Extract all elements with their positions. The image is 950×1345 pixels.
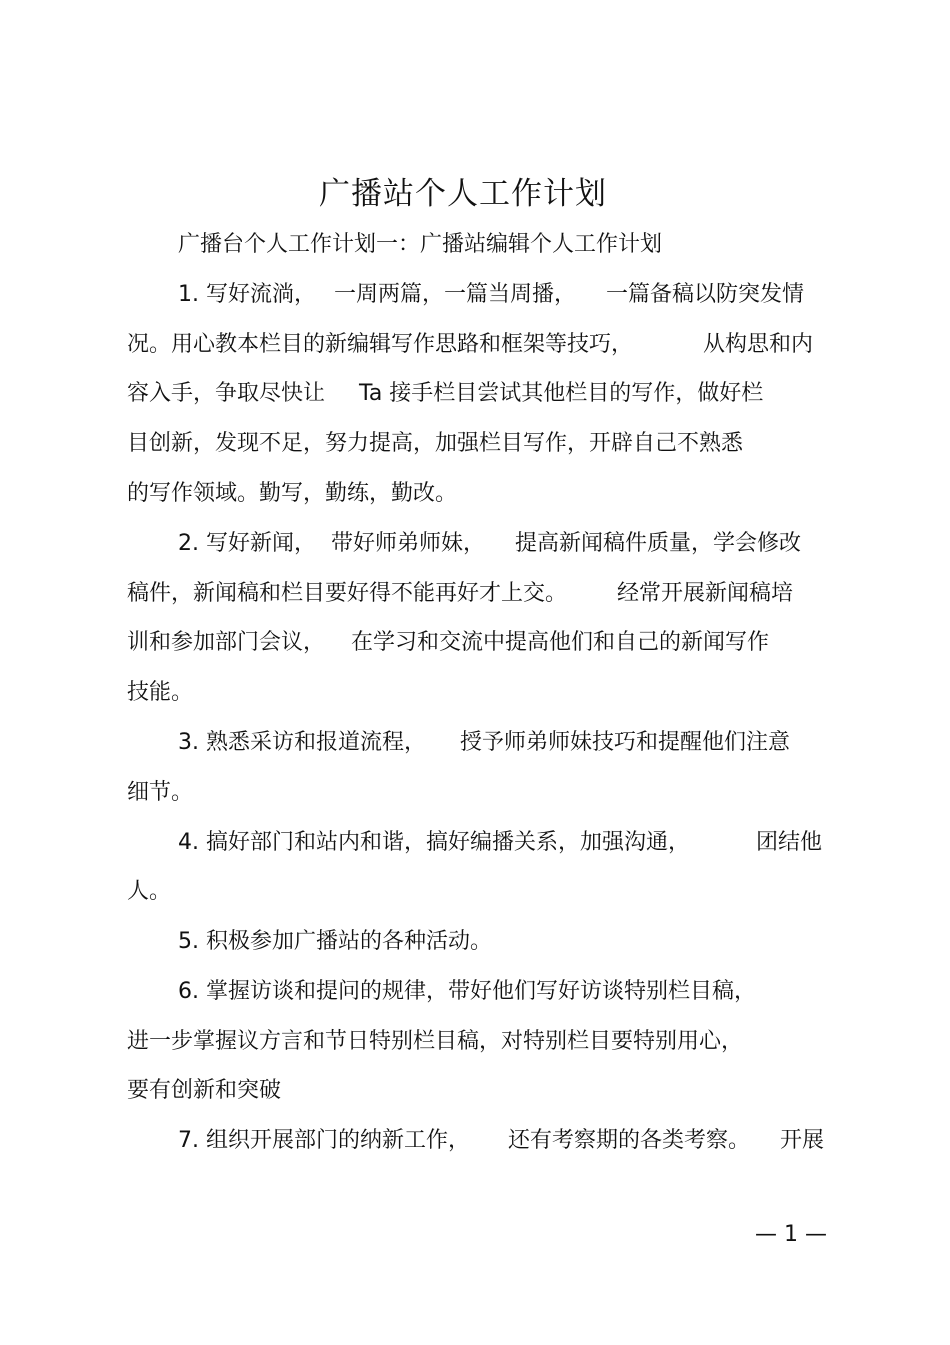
paragraph-line — [178, 1125, 824, 1157]
text-segment: 稿件，新闻稿和栏目要好得不能再好才上交。 — [127, 581, 568, 606]
page-number: — 1 — — [755, 1222, 827, 1247]
paragraph-line — [127, 876, 171, 908]
text-segment: 细节。 — [127, 780, 194, 805]
text-segment: 1. 写好流淌， — [178, 282, 316, 307]
text-segment: 提高新闻稿件质量，学会修改 — [515, 531, 802, 556]
paragraph-line — [178, 827, 822, 859]
paragraph-line — [127, 329, 813, 361]
text-segment: 经常开展新闻稿培 — [617, 581, 794, 606]
paragraph-line — [127, 627, 769, 659]
paragraph-line — [178, 279, 804, 311]
paragraph-line — [127, 578, 793, 610]
text-segment: 一周两篇，一篇当周播， — [333, 282, 576, 307]
text-segment: 4. 搞好部门和站内和谐，搞好编播关系，加强沟通， — [178, 830, 690, 855]
paragraph-line — [178, 926, 492, 958]
paragraph-line — [178, 528, 801, 560]
text-segment: 从构思和内 — [703, 332, 814, 357]
text-segment: 技能。 — [127, 680, 194, 705]
paragraph-line — [127, 777, 193, 809]
text-segment: 带好师弟师妹， — [330, 531, 485, 556]
text-segment: 7. 组织开展部门的纳新工作， — [178, 1128, 470, 1153]
text-segment: 授予师弟师妹技巧和提醒他们注意 — [459, 730, 790, 755]
paragraph-line — [178, 727, 790, 759]
text-segment: 的写作领域。勤写，勤练，勤改。 — [127, 481, 458, 506]
text-segment: 3. 熟悉采访和报道流程， — [178, 730, 426, 755]
text-segment: 团结他 — [756, 830, 823, 855]
text-segment: 目创新，发现不足，努力提高，加强栏目写作，开辟自己不熟悉 — [127, 431, 744, 456]
text-segment: 5. 积极参加广播站的各种活动。 — [178, 929, 492, 954]
text-segment: 2. 写好新闻， — [178, 531, 316, 556]
page-title: 广播站个人工作计划 — [319, 176, 607, 212]
text-segment: 在学习和交流中提高他们和自己的新闻写作 — [351, 630, 770, 655]
text-segment: 人。 — [127, 879, 172, 904]
text-segment: 还有考察期的各类考察。 — [507, 1128, 750, 1153]
paragraph-line — [127, 1026, 743, 1058]
text-segment: 开展 — [780, 1128, 825, 1153]
paragraph-line — [127, 677, 193, 709]
paragraph-line — [127, 478, 457, 510]
text-segment: 进一步掌握议方言和节日特别栏目稿，对特别栏目要特别用心， — [127, 1029, 744, 1054]
text-segment: 训和参加部门会议， — [127, 630, 326, 655]
text-segment: 一篇备稿以防突发情 — [606, 282, 805, 307]
document-subtitle: 广播台个人工作计划一：广播站编辑个人工作计划 — [178, 232, 663, 257]
text-segment: 6. 掌握访谈和提问的规律，带好他们写好访谈特别栏目稿， — [178, 979, 756, 1004]
paragraph-line — [127, 428, 743, 460]
paragraph-line — [178, 976, 756, 1008]
text-segment: 容入手，争取尽快让 — [127, 381, 326, 406]
text-segment: Ta 接手栏目尝试其他栏目的写作，做好栏 — [359, 381, 764, 406]
text-segment: 要有创新和突破 — [127, 1078, 282, 1103]
paragraph-line — [127, 378, 763, 410]
paragraph-line — [127, 1075, 281, 1107]
text-segment: 况。用心教本栏目的新编辑写作思路和框架等技巧， — [127, 332, 634, 357]
